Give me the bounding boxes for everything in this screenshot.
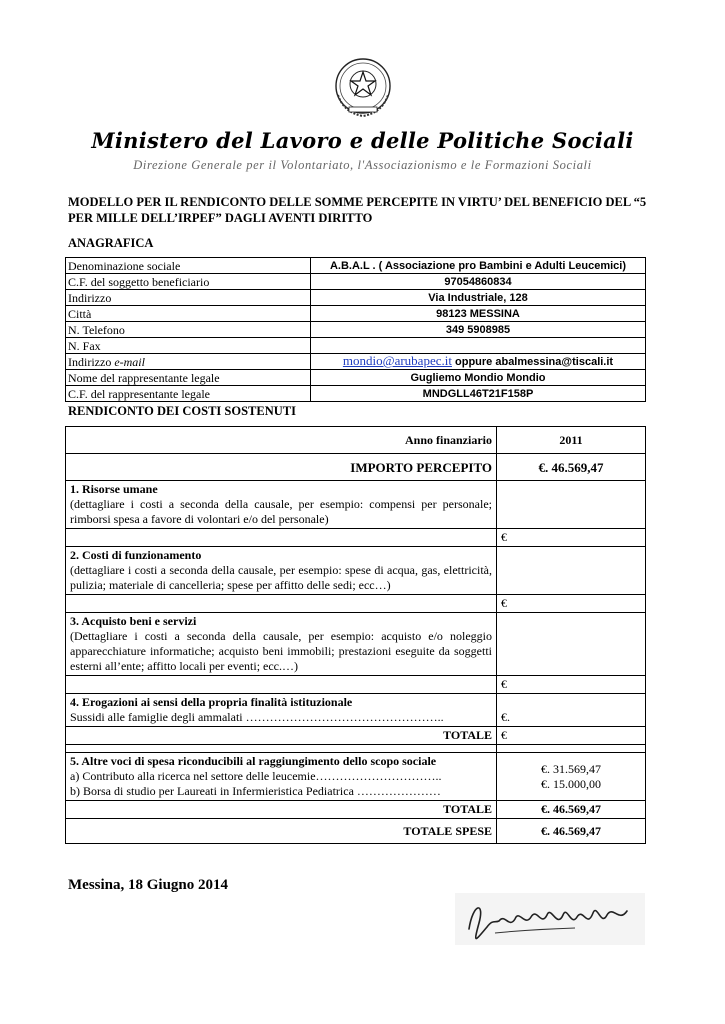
section-2-title: 2. Costi di funzionamento — [70, 548, 202, 562]
section-4-row — [66, 694, 646, 727]
anagrafica-heading: ANAGRAFICA — [68, 236, 154, 250]
section-5-totale-row — [66, 801, 646, 819]
anagrafica-label: Città — [66, 306, 311, 322]
ministry-name: Ministero del Lavoro e delle Politiche Sociali — [91, 128, 634, 153]
email-value — [311, 354, 646, 370]
anno-label: Anno finanziario — [66, 427, 497, 454]
section-1-amount: € — [497, 529, 646, 547]
rendiconto-heading: RENDICONTO DEI COSTI SOSTENUTI — [68, 404, 296, 418]
section-1-spacer — [66, 529, 497, 547]
section-2-blank — [497, 547, 646, 595]
anno-row — [66, 427, 646, 454]
signature-image — [455, 893, 645, 945]
anagrafica-value: A.B.A.L . ( Associazione pro Bambini e Adulti Leucemici) — [311, 258, 646, 274]
anagrafica-row — [66, 370, 646, 386]
anagrafica-label: C.F. del soggetto beneficiario — [66, 274, 311, 290]
anagrafica-table — [65, 257, 646, 402]
anagrafica-label: Indirizzo — [66, 290, 311, 306]
anagrafica-value — [311, 338, 646, 354]
anagrafica-row — [66, 338, 646, 354]
spacer-cell-r — [497, 745, 646, 753]
section-5-line-b: b) Borsa di studio per Laureati in Infermieristica Pediatrica ………………… — [70, 784, 441, 798]
section-1-text — [66, 481, 497, 529]
section-2-spacer — [66, 595, 497, 613]
section-3-text — [66, 613, 497, 676]
anagrafica-value: 349 5908985 — [311, 322, 646, 338]
email-link[interactable]: mondio@arubapec.it — [342, 353, 452, 368]
anagrafica-label: N. Fax — [66, 338, 311, 354]
italian-republic-emblem-icon — [330, 55, 396, 121]
section-1-row — [66, 481, 646, 529]
email-label — [66, 354, 311, 370]
anagrafica-label: C.F. del rappresentante legale — [66, 386, 311, 402]
totale-spese-label: TOTALE SPESE — [66, 819, 497, 844]
anagrafica-row — [66, 306, 646, 322]
importo-value: €. 46.569,47 — [497, 454, 646, 481]
section-5-text — [66, 753, 497, 801]
section-2-amount: € — [497, 595, 646, 613]
section-5-amount-b: €. 15.000,00 — [541, 776, 601, 791]
section-2-amount-row — [66, 595, 646, 613]
section-5-row — [66, 753, 646, 801]
section-3-row — [66, 613, 646, 676]
spacer-row — [66, 745, 646, 753]
importo-label: IMPORTO PERCEPITO — [66, 454, 497, 481]
section-4-text — [66, 694, 497, 727]
document-title: MODELLO PER IL RENDICONTO DELLE SOMME PERCEPITE IN VIRTU’ DEL BENEFICIO DEL “5 PER MILLE DELL’IRPEF” DAGLI AVENTI DIRITTO — [68, 195, 647, 225]
section-2-row — [66, 547, 646, 595]
section-4-amount: €. — [497, 694, 646, 727]
email-rest: oppure abalmessina@tiscali.it — [451, 356, 614, 368]
anagrafica-row — [66, 322, 646, 338]
section-5-title: 5. Altre voci di spesa riconducibili al raggiungimento dello scopo sociale — [70, 754, 437, 768]
anagrafica-row — [66, 274, 646, 290]
section-5-line-a: a) Contributo alla ricerca nel settore delle leucemie………………………….. — [70, 769, 442, 783]
anno-value: 2011 — [497, 427, 646, 454]
section-3-spacer — [66, 676, 497, 694]
section-5-amounts — [497, 753, 646, 801]
section-5-totale-label: TOTALE — [66, 801, 497, 819]
place-date: Messina, 18 Giugno 2014 — [68, 877, 229, 893]
anagrafica-label: Nome del rappresentante legale — [66, 370, 311, 386]
section-4-totale-row — [66, 727, 646, 745]
spacer-cell — [66, 745, 497, 753]
section-1-desc: (dettagliare i costi a seconda della causale, per esempio: compensi per personale; rimborsi spesa a favore di volontari e/o del personale) — [70, 497, 492, 526]
direzione-generale: Direzione Generale per il Volontariato, l'Associazionismo e le Formazioni Sociali — [133, 158, 592, 172]
importo-row — [66, 454, 646, 481]
email-label-prefix: Indirizzo — [68, 354, 115, 369]
anagrafica-value: 98123 MESSINA — [311, 306, 646, 322]
section-5-amount-a: €. 31.569,47 — [541, 761, 601, 776]
anagrafica-value: Via Industriale, 128 — [311, 290, 646, 306]
section-3-title: 3. Acquisto beni e servizi — [70, 614, 197, 628]
anagrafica-row — [66, 258, 646, 274]
anagrafica-value: 97054860834 — [311, 274, 646, 290]
anagrafica-value: MNDGLL46T21F158P — [311, 386, 646, 402]
section-3-amount: € — [497, 676, 646, 694]
anagrafica-value: Gugliemo Mondio Mondio — [311, 370, 646, 386]
anagrafica-row — [66, 386, 646, 402]
totale-spese-value: €. 46.569,47 — [497, 819, 646, 844]
section-3-desc: (Dettagliare i costi a seconda della causale, per esempio: acquisto e/o noleggio apparecchiature informatiche; acquisto beni immobili; prestazioni eseguite da soggetti esterni all’ente; affitto locali per eventi; ecc.…) — [70, 629, 492, 673]
totale-spese-row — [66, 819, 646, 844]
section-2-text — [66, 547, 497, 595]
section-1-amount-row — [66, 529, 646, 547]
anagrafica-row-email — [66, 354, 646, 370]
section-1-blank — [497, 481, 646, 529]
email-label-italic: e-mail — [114, 354, 145, 369]
section-4-totale-value: € — [497, 727, 646, 745]
section-1-title: 1. Risorse umane — [70, 482, 158, 496]
section-2-desc: (dettagliare i costi a seconda della causale, per esempio: spese di acqua, gas, elettricità, pulizia; materiale di cancelleria; spese per affitto delle sedi; ecc…) — [70, 563, 492, 592]
section-4-desc: Sussidi alle famiglie degli ammalati ………………………………………….. — [70, 710, 444, 724]
section-4-title: 4. Erogazioni ai sensi della propria finalità istituzionale — [70, 695, 353, 709]
anagrafica-label: Denominazione sociale — [66, 258, 311, 274]
anagrafica-row — [66, 290, 646, 306]
costi-table — [65, 426, 646, 844]
section-4-totale-label: TOTALE — [66, 727, 497, 745]
section-5-totale-value: €. 46.569,47 — [497, 801, 646, 819]
section-3-blank — [497, 613, 646, 676]
section-3-amount-row — [66, 676, 646, 694]
anagrafica-label: N. Telefono — [66, 322, 311, 338]
